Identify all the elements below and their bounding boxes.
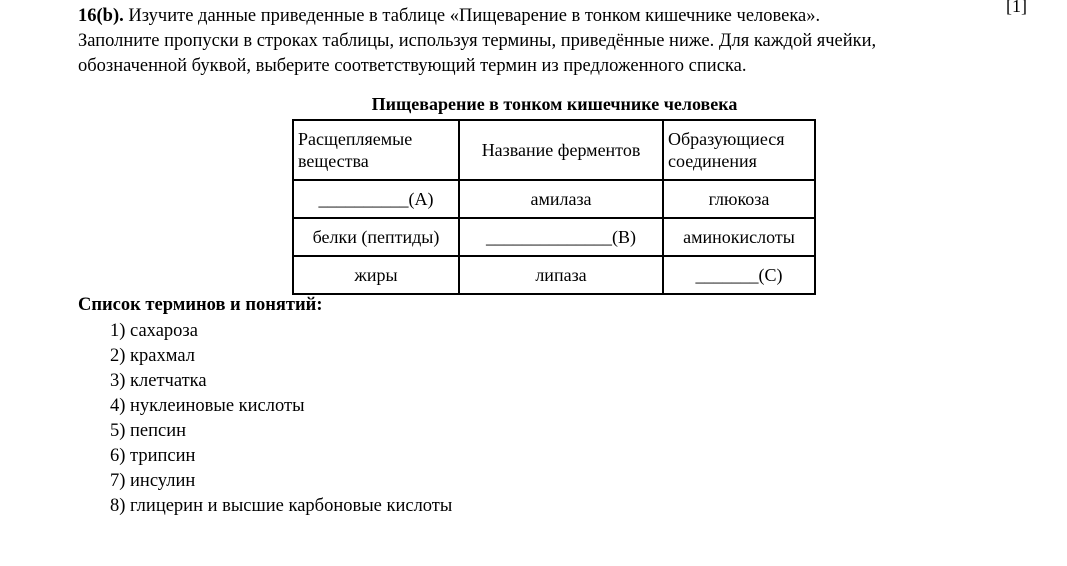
table-row bbox=[293, 180, 815, 218]
list-item: 6) трипсин bbox=[110, 446, 196, 466]
table-header-row bbox=[293, 120, 815, 180]
list-item: 7) инсулин bbox=[110, 471, 196, 491]
header-substances: Расщепляемые вещества bbox=[293, 120, 459, 180]
task-line-1-text: Изучите данные приведенные в таблице «Пищеварение в тонком кишечнике человека». bbox=[128, 6, 821, 26]
list-item: 2) крахмал bbox=[110, 346, 195, 366]
table-cell: глюкоза bbox=[663, 180, 815, 218]
table-cell: липаза bbox=[459, 256, 663, 294]
table-cell: аминокислоты bbox=[663, 218, 815, 256]
list-item: 1) сахароза bbox=[110, 321, 198, 341]
task-line-3: обозначенной буквой, выберите соответствующий термин из предложенного списка. bbox=[78, 56, 747, 76]
header-products: Образующиеся соединения bbox=[663, 120, 815, 180]
blank-cell-b[interactable]: ______________(B) bbox=[459, 218, 663, 256]
list-item: 8) глицерин и высшие карбоновые кислоты bbox=[110, 496, 453, 516]
list-item: 5) пепсин bbox=[110, 421, 187, 441]
table-title-text: Пищеварение в тонком кишечнике человека bbox=[371, 94, 738, 114]
terms-list bbox=[110, 319, 452, 519]
task-line-2: Заполните пропуски в строках таблицы, используя термины, приведённые ниже. Для каждой ячейки, bbox=[78, 31, 877, 51]
marks-label: [1] bbox=[1006, 0, 1027, 16]
blank-cell-a[interactable]: __________(A) bbox=[293, 180, 459, 218]
task-text bbox=[78, 4, 1038, 79]
table-title bbox=[0, 94, 1067, 115]
table-cell: жиры bbox=[293, 256, 459, 294]
list-item: 3) клетчатка bbox=[110, 371, 207, 391]
table-row bbox=[293, 218, 815, 256]
list-item: 4) нуклеиновые кислоты bbox=[110, 396, 305, 416]
table-row bbox=[293, 256, 815, 294]
terms-title: Список терминов и понятий: bbox=[78, 295, 323, 315]
table-cell: белки (пептиды) bbox=[293, 218, 459, 256]
blank-cell-c[interactable]: _______(C) bbox=[663, 256, 815, 294]
task-line-1 bbox=[78, 4, 1038, 29]
header-enzymes: Название ферментов bbox=[459, 120, 663, 180]
task-number: 16(b). bbox=[78, 6, 124, 26]
digestion-table bbox=[292, 119, 816, 295]
table-cell: амилаза bbox=[459, 180, 663, 218]
